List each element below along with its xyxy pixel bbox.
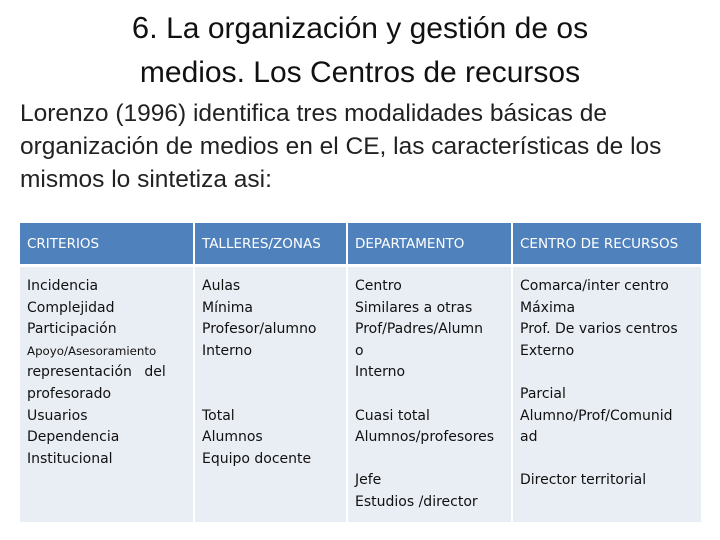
talleres-item: Interno (202, 342, 253, 359)
spacer (520, 449, 701, 471)
title-line-1-text: La organización y gestión de os (166, 12, 589, 45)
centro-recursos-item: ad (520, 429, 538, 446)
departamento-item: Jefe (355, 472, 382, 489)
criterio-item: Usuarios (27, 407, 88, 424)
criterio-item: Apoyo/Asesoramiento (27, 343, 157, 358)
header-departamento: DEPARTAMENTO (348, 223, 513, 267)
departamento-item: Prof/Padres/Alumn (355, 321, 484, 338)
criterio-item: representación del (27, 364, 166, 381)
departamento-item: Alumnos/profesores (355, 429, 495, 446)
departamento-item: Centro (355, 278, 402, 294)
comparison-table (20, 223, 701, 522)
departamento-item: Estudios /director (355, 493, 478, 510)
criterio-item: Institucional (27, 450, 113, 467)
centro-recursos-item: Alumno/Prof/Comunid (520, 407, 673, 424)
criterios-cell (20, 267, 195, 522)
talleres-zonas-cell (195, 267, 348, 522)
centro-recursos-item: Prof. De varios centros (520, 321, 678, 338)
talleres-item: Equipo docente (202, 450, 312, 467)
criterio-item: Participación (27, 321, 117, 338)
departamento-item: o (355, 342, 364, 359)
departamento-item: Similares a otras (355, 299, 473, 316)
centro-recursos-item: Externo (520, 342, 575, 359)
intro-paragraph: Lorenzo (1996) identifica tres modalidades básicas de organización de medios en el CE, las características de los mismos lo sintetiza asi: (20, 100, 662, 193)
centro-de-recursos-cell (513, 267, 701, 522)
departamento-cell (348, 267, 513, 522)
spacer (355, 449, 511, 471)
talleres-item: Total (202, 407, 235, 424)
slide-title (0, 6, 720, 95)
departamento-item: Cuasi total (355, 407, 430, 424)
spacer (520, 362, 701, 384)
talleres-item: Alumnos (202, 429, 263, 446)
talleres-item: Aulas (202, 278, 241, 294)
centro-recursos-item: Director territorial (520, 472, 647, 489)
table-row (20, 267, 701, 522)
section-number: 6. (131, 10, 158, 45)
header-centro-de-recursos: CENTRO DE RECURSOS (513, 223, 701, 267)
centro-recursos-item: Comarca/inter centro (520, 278, 669, 294)
centro-recursos-item: Parcial (520, 385, 566, 402)
spacer (202, 362, 346, 384)
criterio-item: Complejidad (27, 299, 115, 316)
header-criterios: CRITERIOS (20, 223, 195, 267)
criterio-item: Dependencia (27, 429, 120, 446)
departamento-item: Interno (355, 364, 406, 381)
talleres-item: Mínima (202, 299, 253, 316)
slide-title-line-1 (0, 6, 720, 51)
spacer (202, 384, 346, 406)
spacer (355, 384, 511, 406)
slide-title-line-2: medios. Los Centros de recursos (139, 56, 581, 89)
header-talleres-zonas: TALLERES/ZONAS (195, 223, 348, 267)
criterio-item: profesorado (27, 385, 112, 402)
table-header-row (20, 223, 701, 267)
centro-recursos-item: Máxima (520, 299, 576, 316)
criterio-item: Incidencia (27, 278, 99, 294)
talleres-item: Profesor/alumno (202, 321, 317, 338)
